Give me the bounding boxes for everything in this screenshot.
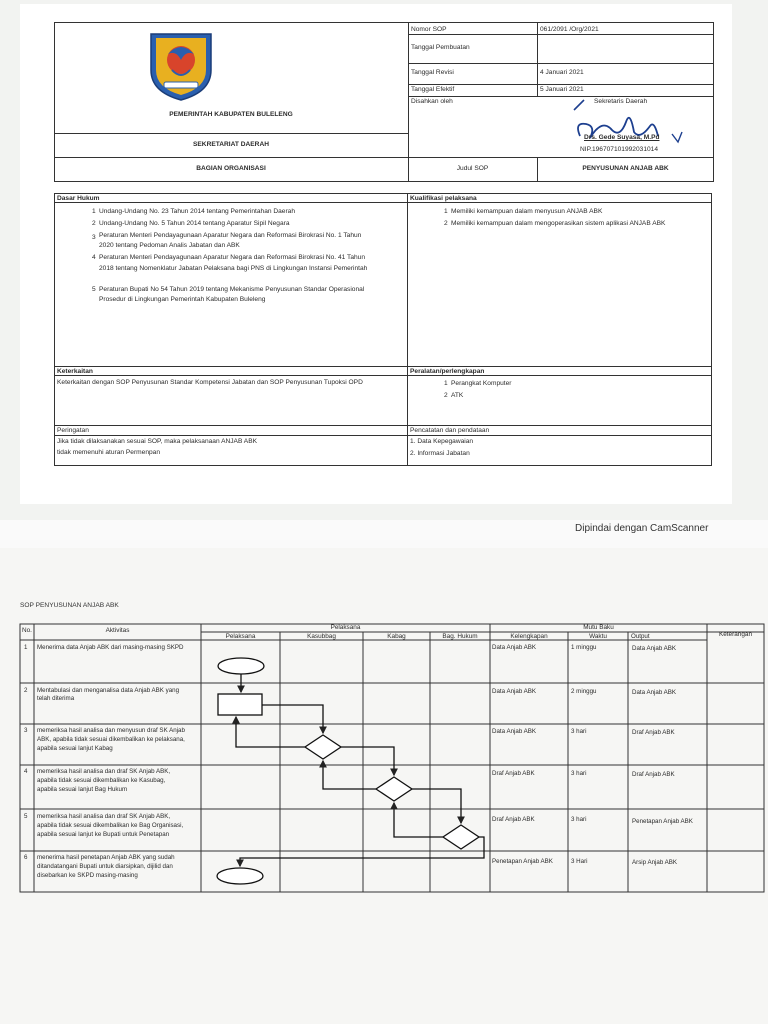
col-output: Output [631, 633, 650, 640]
dasar-hukum-item: Peraturan Menteri Pendayagunaan Aparatur Negara dan Reformasi Birokrasi No. 41 Tahun [99, 254, 365, 261]
signer-nip: NIP.196707101992031014 [580, 146, 658, 153]
pencatatan-label: Pencatatan dan pendataan [410, 427, 490, 434]
keterkaitan-label: Keterkaitan [57, 368, 93, 375]
decision-kabag [376, 777, 412, 801]
row-activity: apabila tidak sesuai dikembalikan ke Bag Organisasi, [37, 822, 184, 829]
dasar-hukum-item: 2020 tentang Pedoman Analis Jabatan dan ABK [99, 242, 240, 249]
judul-label: Judul SOP [456, 165, 489, 172]
col-pelaksana-group: Pelaksana [330, 624, 361, 631]
signer-name: Drs. Gede Suyasa, M.Pd [584, 134, 660, 141]
nomor-label: Nomor SOP [411, 26, 447, 33]
peralatan-item: ATK [451, 392, 464, 399]
row-activity: ditandatangani Bupati untuk diarsipkan, dijilid dan [37, 863, 173, 870]
peralatan-label: Peralatan/perlengkapan [410, 368, 485, 375]
row-no: 2 [24, 687, 28, 694]
decision-kasubbag [305, 735, 341, 759]
dasar-hukum-num: 2 [92, 220, 96, 227]
row-no: 3 [24, 727, 28, 734]
peringatan-label: Peringatan [57, 427, 89, 434]
kualifikasi-item: Memiliki kemampuan dalam mengoperasikan sistem aplikasi ANJAB ABK [451, 220, 666, 227]
row-waktu: 2 minggu [571, 688, 597, 695]
dasar-hukum-item: Peraturan Menteri Pendayagunaan Aparatur Negara dan Reformasi Birokrasi No. 1 Tahun [99, 232, 362, 239]
keterkaitan-text: Keterkaitan dengan SOP Penyusunan Standar Kompetensi Jabatan dan SOP Penyusunan Tupoksi OPD [57, 379, 363, 386]
row-waktu: 3 hari [571, 728, 587, 735]
col-no: No. [22, 627, 32, 634]
process-box [218, 694, 262, 715]
row-output: Draf Anjab ABK [632, 771, 675, 778]
dasar-hukum-num: 1 [92, 208, 96, 215]
unit-name: SEKRETARIAT DAERAH [193, 141, 269, 148]
row-activity: Menerima data Anjab ABK dari masing-masing SKPD [37, 644, 184, 651]
col-pelaksana: Pelaksana [225, 633, 256, 640]
kualifikasi-num: 2 [444, 220, 448, 227]
row-kelengkapan: Data Anjab ABK [492, 728, 537, 735]
start-terminator [218, 658, 264, 674]
dasar-hukum-label: Dasar Hukum [57, 195, 100, 202]
efektif-value: 5 Januari 2021 [540, 86, 584, 93]
col-aktivitas: Aktivitas [105, 627, 130, 634]
row-output: Penetapan Anjab ABK [632, 818, 693, 825]
row-kelengkapan: Data Anjab ABK [492, 644, 537, 651]
row-activity: memeriksa hasil analisa dan draf SK Anjab ABK, [37, 768, 171, 775]
flowchart-title: SOP PENYUSUNAN ANJAB ABK [20, 602, 119, 609]
row-activity: memeriksa hasil analisa dan menyusun draf SK Anjab [37, 727, 185, 734]
row-activity: disebarkan ke SKPD masing-masing [37, 872, 138, 879]
peralatan-num: 2 [444, 392, 448, 399]
row-activity: ABK, apabila tidak sesuai dikembalikan ke pelaksana, [37, 736, 185, 743]
dasar-hukum-num: 3 [92, 234, 96, 241]
row-no: 5 [24, 813, 28, 820]
row-waktu: 3 hari [571, 770, 587, 777]
row-activity: apabila sesuai lanjut Bag Hukum [37, 786, 128, 793]
org-name: PEMERINTAH KABUPATEN BULELENG [169, 111, 293, 118]
row-output: Data Anjab ABK [632, 645, 677, 652]
end-terminator [217, 868, 263, 884]
row-kelengkapan: Draf Anjab ABK [492, 816, 535, 823]
row-no: 6 [24, 854, 28, 861]
row-activity: menerima hasil penetapan Anjab ABK yang sudah [37, 854, 175, 861]
revisi-label: Tanggal Revisi [411, 69, 454, 76]
dasar-hukum-item: 2018 tentang Nomenklatur Jabatan Pelaksana bagi PNS di Lingkungan Instansi Pemerintah [99, 265, 368, 272]
kualifikasi-num: 1 [444, 208, 448, 215]
signature [560, 92, 690, 152]
row-activity: apabila sesuai lanjut ke Bupati untuk Penetapan [37, 831, 170, 838]
dasar-hukum-num: 4 [92, 254, 96, 261]
row-activity: apabila tidak sesuai dikembalikan ke Kasubag, [37, 777, 166, 784]
nomor-value: 061/2091 /Org/2021 [540, 26, 599, 33]
col-kabag: Kabag [387, 633, 406, 640]
disahkan-label: Disahkan oleh [411, 98, 453, 105]
dasar-hukum-num: 5 [92, 286, 96, 293]
col-mutu-baku: Mutu Baku [583, 624, 614, 631]
dasar-hukum-item: Peraturan Bupati No 54 Tahun 2019 tentang Mekanisme Penyusunan Standar Operasional [99, 286, 365, 293]
peralatan-num: 1 [444, 380, 448, 387]
pencatatan-item: 2. Informasi Jabatan [410, 450, 470, 457]
row-activity: memeriksa hasil analisa dan draf SK Anjab ABK, [37, 813, 171, 820]
judul-value: PENYUSUNAN ANJAB ABK [582, 165, 669, 172]
pencatatan-item: 1. Data Kepegawaian [410, 438, 474, 445]
pembuatan-label: Tanggal Pembuatan [411, 44, 470, 51]
row-activity: apabila sesuai lanjut Kabag [37, 745, 113, 752]
row-waktu: 3 Hari [571, 858, 588, 865]
disahkan-role: Sekretaris Daerah [594, 98, 648, 105]
col-waktu: Waktu [589, 633, 607, 640]
dasar-hukum-item: Prosedur di Lingkungan Pemerintah Kabupaten Buleleng [99, 296, 266, 303]
kualifikasi-item: Memiliki kemampuan dalam menyusun ANJAB ABK [451, 208, 603, 215]
col-kelengkapan: Kelengkapan [510, 633, 548, 640]
peringatan-text: tidak memenuhi aturan Permenpan [57, 449, 160, 456]
revisi-value: 4 Januari 2021 [540, 69, 584, 76]
section-name: BAGIAN ORGANISASI [196, 165, 266, 172]
row-waktu: 1 minggu [571, 644, 597, 651]
decision-bag-hukum [443, 825, 479, 849]
sop-flowchart-page [0, 548, 768, 1024]
scanner-caption: Dipindai dengan CamScanner [575, 523, 709, 534]
peralatan-item: Perangkat Komputer [451, 380, 512, 387]
buleleng-emblem-logo [146, 30, 216, 102]
col-kasubbag: Kasubbag [307, 633, 336, 640]
row-no: 1 [24, 644, 28, 651]
row-waktu: 3 hari [571, 816, 587, 823]
row-output: Draf Anjab ABK [632, 729, 675, 736]
peringatan-text: Jika tidak dilaksanakan sesuai SOP, maka pelaksanaan ANJAB ABK [57, 438, 258, 445]
row-output: Arsip Anjab ABK [632, 859, 678, 866]
row-output: Data Anjab ABK [632, 689, 677, 696]
dasar-hukum-item: Undang-Undang No. 23 Tahun 2014 tentang Pemerintahan Daerah [99, 208, 296, 215]
row-kelengkapan: Penetapan Anjab ABK [492, 858, 553, 865]
kualifikasi-label: Kualifikasi pelaksana [410, 195, 477, 202]
row-activity: Mentabulasi dan menganalisa data Anjab ABK yang [37, 687, 180, 694]
row-activity: telah diterima [37, 695, 75, 702]
row-no: 4 [24, 768, 28, 775]
row-kelengkapan: Draf Anjab ABK [492, 770, 535, 777]
efektif-label: Tanggal Efektif [411, 86, 455, 93]
col-bag-hukum: Bag. Hukum [442, 633, 478, 640]
col-keterangan: Keterangan [718, 631, 753, 638]
dasar-hukum-item: Undang-Undang No. 5 Tahun 2014 tentang Aparatur Sipil Negara [99, 220, 290, 227]
row-kelengkapan: Data Anjab ABK [492, 688, 537, 695]
